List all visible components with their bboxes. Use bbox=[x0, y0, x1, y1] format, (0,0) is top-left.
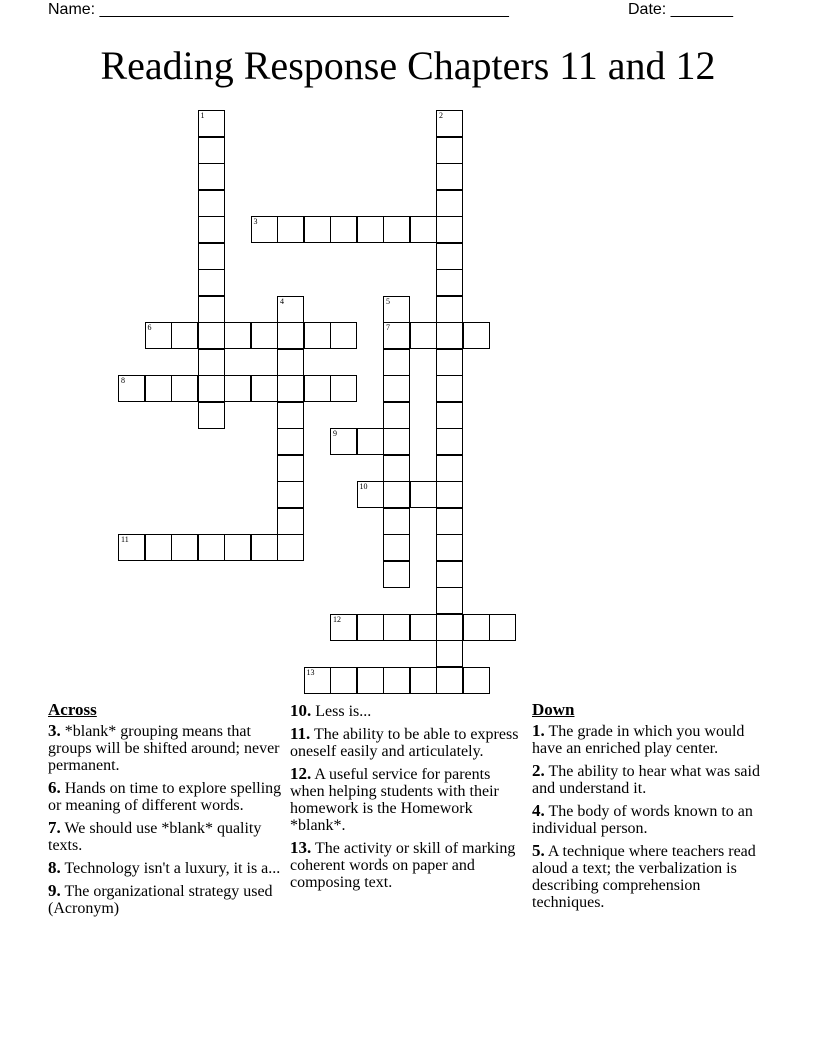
crossword-cell[interactable] bbox=[436, 375, 463, 402]
crossword-cell[interactable] bbox=[330, 375, 357, 402]
crossword-cell[interactable] bbox=[436, 137, 463, 164]
crossword-cell[interactable] bbox=[410, 614, 437, 641]
crossword-cell[interactable] bbox=[383, 428, 410, 455]
clue-number: 6 bbox=[147, 323, 152, 332]
crossword-cell[interactable] bbox=[277, 375, 304, 402]
crossword-cell[interactable] bbox=[224, 322, 251, 349]
crossword-cell[interactable] bbox=[277, 455, 304, 482]
crossword-cell[interactable] bbox=[436, 322, 463, 349]
crossword-cell[interactable] bbox=[436, 534, 463, 561]
crossword-cell[interactable] bbox=[383, 534, 410, 561]
down-heading: Down bbox=[532, 700, 575, 719]
clue-number: 9 bbox=[333, 429, 337, 438]
across-clue: 10. Less is... bbox=[290, 701, 372, 720]
crossword-cell[interactable] bbox=[436, 349, 463, 376]
crossword-cell[interactable] bbox=[198, 349, 225, 376]
crossword-cell[interactable] bbox=[277, 534, 304, 561]
crossword-cell[interactable] bbox=[277, 481, 304, 508]
crossword-cell[interactable] bbox=[330, 428, 357, 455]
crossword-cell[interactable] bbox=[198, 216, 225, 243]
clue-number: 13 bbox=[306, 667, 315, 677]
crossword-cell[interactable] bbox=[277, 428, 304, 455]
crossword-cell[interactable] bbox=[304, 216, 331, 243]
crossword-cell[interactable] bbox=[198, 190, 225, 217]
across-clue: 3. *blank* grouping means that groups will be shifted around; never permanent. bbox=[48, 721, 280, 774]
crossword-cell[interactable] bbox=[436, 614, 463, 641]
clue-column-2 bbox=[290, 702, 526, 896]
crossword-cell[interactable] bbox=[357, 481, 384, 508]
across-clue: 12. A useful service for parents when helping students with their homework is the Homework *blank*. bbox=[290, 764, 499, 834]
crossword-cell[interactable] bbox=[198, 110, 225, 137]
crossword-cell[interactable] bbox=[383, 322, 410, 349]
crossword-cell[interactable] bbox=[436, 508, 463, 535]
crossword-cell[interactable] bbox=[436, 561, 463, 588]
crossword-cell[interactable] bbox=[330, 322, 357, 349]
crossword-cell[interactable] bbox=[436, 163, 463, 190]
across-clue: 9. The organizational strategy used (Acronym) bbox=[48, 881, 273, 917]
crossword-cell[interactable] bbox=[277, 296, 304, 323]
crossword-cell[interactable] bbox=[383, 481, 410, 508]
crossword-cell[interactable] bbox=[198, 163, 225, 190]
crossword-cell[interactable] bbox=[304, 375, 331, 402]
across-clue: 7. We should use *blank* quality texts. bbox=[48, 818, 262, 854]
crossword-cell[interactable] bbox=[383, 216, 410, 243]
crossword-cell[interactable] bbox=[383, 614, 410, 641]
crossword-cell[interactable] bbox=[330, 614, 357, 641]
across-clue: 6. Hands on time to explore spelling or meaning of different words. bbox=[48, 778, 282, 814]
page-title: Reading Response Chapters 11 and 12 bbox=[100, 43, 716, 88]
across-heading: Across bbox=[48, 700, 97, 719]
crossword-cell[interactable] bbox=[436, 481, 463, 508]
clue-column-3 bbox=[532, 700, 768, 916]
crossword-cell[interactable] bbox=[436, 428, 463, 455]
crossword-cell[interactable] bbox=[436, 110, 463, 137]
clue-number: 3 bbox=[253, 217, 258, 226]
clue-number: 7 bbox=[386, 323, 390, 332]
crossword-cell[interactable] bbox=[251, 375, 278, 402]
crossword-cell[interactable] bbox=[251, 322, 278, 349]
crossword-cell[interactable] bbox=[383, 455, 410, 482]
crossword-cell[interactable] bbox=[224, 375, 251, 402]
crossword-cell[interactable] bbox=[383, 296, 410, 323]
crossword-cell[interactable] bbox=[436, 640, 463, 667]
crossword-cell[interactable] bbox=[171, 534, 198, 561]
crossword-cell[interactable] bbox=[145, 375, 172, 402]
crossword-cell[interactable] bbox=[145, 322, 172, 349]
crossword-cell[interactable] bbox=[383, 667, 410, 694]
crossword-cell[interactable] bbox=[463, 614, 490, 641]
crossword-cell[interactable] bbox=[251, 534, 278, 561]
crossword-cell[interactable] bbox=[383, 375, 410, 402]
crossword-cell[interactable] bbox=[304, 322, 331, 349]
across-clue: 11. The ability to be able to express oneself easily and articulately. bbox=[290, 724, 519, 760]
down-clue: 4. The body of words known to an individual person. bbox=[532, 801, 753, 837]
crossword-cell[interactable] bbox=[357, 428, 384, 455]
crossword-cell[interactable] bbox=[410, 667, 437, 694]
crossword-cell[interactable] bbox=[436, 243, 463, 270]
crossword-cell[interactable] bbox=[410, 481, 437, 508]
clue-number: 2 bbox=[439, 111, 443, 120]
crossword-cell[interactable] bbox=[330, 667, 357, 694]
crossword-cell[interactable] bbox=[171, 322, 198, 349]
crossword-cell[interactable] bbox=[410, 216, 437, 243]
crossword-cell[interactable] bbox=[198, 375, 225, 402]
down-clue: 1. The grade in which you would have an enriched play center. bbox=[532, 721, 745, 757]
clue-number: 11 bbox=[121, 535, 129, 544]
crossword-cell[interactable] bbox=[463, 322, 490, 349]
crossword-cell[interactable] bbox=[410, 322, 437, 349]
crossword-cell[interactable] bbox=[436, 455, 463, 482]
crossword-cell[interactable] bbox=[118, 534, 145, 561]
crossword-cell[interactable] bbox=[198, 269, 225, 296]
crossword-cell[interactable] bbox=[145, 534, 172, 561]
crossword-cell[interactable] bbox=[330, 216, 357, 243]
crossword-cell[interactable] bbox=[198, 534, 225, 561]
crossword-cell[interactable] bbox=[436, 296, 463, 323]
down-clue: 2. The ability to hear what was said and understand it. bbox=[532, 761, 760, 797]
crossword-cell[interactable] bbox=[436, 216, 463, 243]
clue-number: 5 bbox=[386, 296, 390, 306]
crossword-cell[interactable] bbox=[357, 614, 384, 641]
clue-number: 4 bbox=[280, 296, 284, 306]
crossword-cell[interactable] bbox=[198, 402, 225, 429]
crossword-cell[interactable] bbox=[489, 614, 516, 641]
crossword-cell[interactable] bbox=[383, 349, 410, 376]
crossword-cell[interactable] bbox=[277, 216, 304, 243]
crossword-cell[interactable] bbox=[224, 534, 251, 561]
crossword-cell[interactable] bbox=[304, 667, 331, 694]
crossword-cell[interactable] bbox=[171, 375, 198, 402]
crossword-cell[interactable] bbox=[277, 402, 304, 429]
crossword-cell[interactable] bbox=[383, 508, 410, 535]
crossword-cell[interactable] bbox=[357, 667, 384, 694]
crossword-cell[interactable] bbox=[436, 269, 463, 296]
clue-column-1 bbox=[48, 700, 286, 922]
crossword-cell[interactable] bbox=[198, 137, 225, 164]
crossword-cell[interactable] bbox=[198, 243, 225, 270]
crossword-cell[interactable] bbox=[277, 322, 304, 349]
crossword-cell[interactable] bbox=[436, 667, 463, 694]
crossword-cell[interactable] bbox=[198, 322, 225, 349]
across-clue: 13. The activity or skill of marking coherent words on paper and composing text. bbox=[290, 838, 516, 891]
clue-number: 1 bbox=[200, 111, 205, 120]
clue-number: 12 bbox=[333, 614, 341, 624]
date-field-label: Date: _______ bbox=[628, 1, 733, 18]
crossword-cell[interactable] bbox=[463, 667, 490, 694]
down-clue: 5. A technique where teachers read aloud a text; the verbalization is describing comprehension techniques. bbox=[532, 841, 756, 911]
clue-number: 10 bbox=[359, 482, 368, 491]
crossword-cell[interactable] bbox=[277, 349, 304, 376]
crossword-cell[interactable] bbox=[383, 402, 410, 429]
crossword-cell[interactable] bbox=[436, 190, 463, 217]
crossword-cell[interactable] bbox=[436, 402, 463, 429]
crossword-cell[interactable] bbox=[198, 296, 225, 323]
across-clue: 8. Technology isn't a luxury, it is a... bbox=[48, 858, 281, 877]
name-field-label: Name: ______________________________________________ bbox=[48, 1, 509, 18]
clue-number: 8 bbox=[121, 376, 125, 385]
crossword-cell[interactable] bbox=[383, 561, 410, 588]
crossword-cell[interactable] bbox=[357, 216, 384, 243]
crossword-cell[interactable] bbox=[118, 375, 145, 402]
crossword-cell[interactable] bbox=[277, 508, 304, 535]
crossword-cell[interactable] bbox=[436, 587, 463, 614]
crossword-cell[interactable] bbox=[251, 216, 278, 243]
